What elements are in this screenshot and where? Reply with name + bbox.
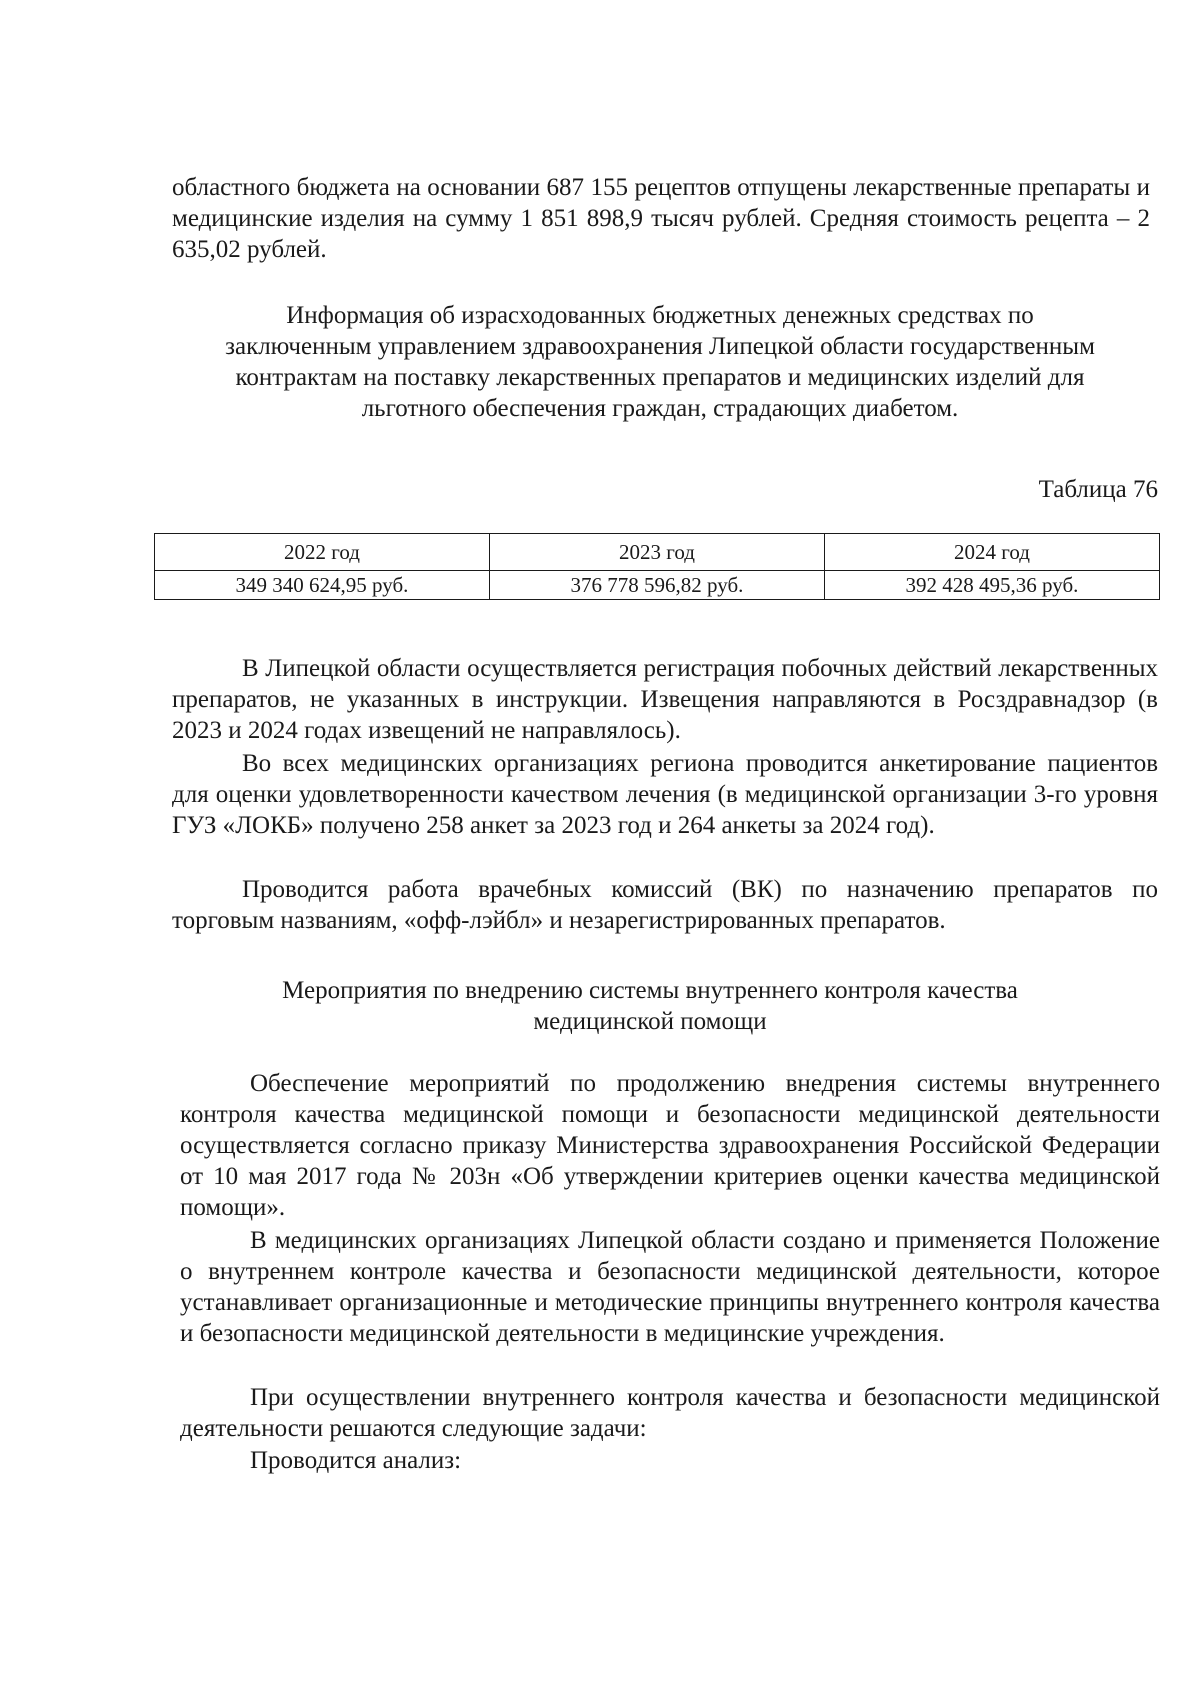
section-paragraph: При осуществлении внутреннего контроля качества и безопасности медицинской деятельности решаются следующие задачи: xyxy=(180,1384,1160,1442)
table-header-cell: 2022 год xyxy=(155,534,490,571)
paragraph: В Липецкой области осуществляется регистрация побочных действий лекарственных препаратов, не указанных в инструкции. Извещения направляются в Росздравнадзор (в 2023 и 2024 годах извещений не направлялось). xyxy=(172,655,1158,744)
section-heading-line: Мероприятия по внедрению системы внутреннего контроля качества xyxy=(282,977,1018,1004)
section-paragraph: Проводится анализ: xyxy=(250,1447,462,1474)
info-heading-line: Информация об израсходованных бюджетных денежных средствах по xyxy=(286,302,1034,329)
paragraph: Во всех медицинских организациях региона проводится анкетирование пациентов для оценки удовлетворенности качеством лечения (в медицинской организации 3-го уровня ГУЗ «ЛОКБ» получено 258 анкет за 2023 год и 264 анкеты за 2024 год). xyxy=(172,750,1158,839)
budget-table xyxy=(154,533,1160,600)
table-header-cell: 2023 год xyxy=(490,534,825,571)
table-header-cell: 2024 год xyxy=(825,534,1160,571)
table-header-row xyxy=(155,534,1160,571)
info-heading-line: льготного обеспечения граждан, страдающих диабетом. xyxy=(361,395,959,422)
section-heading-line: медицинской помощи xyxy=(533,1008,767,1035)
table-row xyxy=(155,571,1160,600)
table-cell: 376 778 596,82 руб. xyxy=(490,571,825,600)
table-cell: 349 340 624,95 руб. xyxy=(155,571,490,600)
intro-paragraph: областного бюджета на основании 687 155 рецептов отпущены лекарственные препараты и медицинские изделия на сумму 1 851 898,9 тысяч рублей. Средняя стоимость рецепта – 2 635,02 рублей. xyxy=(172,174,1150,263)
table-label: Таблица 76 xyxy=(1038,476,1158,503)
info-heading xyxy=(150,300,1170,424)
section-paragraph: В медицинских организациях Липецкой области создано и применяется Положение о внутреннем контроле качества и безопасности медицинской деятельности, которое устанавливает организационные и методические принципы внутреннего контроля качества и безопасности медицинской деятельности в медицинские учреждения. xyxy=(180,1227,1160,1347)
table-cell: 392 428 495,36 руб. xyxy=(825,571,1160,600)
section-heading xyxy=(200,975,1100,1037)
info-heading-line: контрактам на поставку лекарственных препаратов и медицинских изделий для xyxy=(235,364,1085,391)
paragraph: Проводится работа врачебных комиссий (ВК) по назначению препаратов по торговым названиям, «офф-лэйбл» и незарегистрированных препаратов. xyxy=(172,876,1158,934)
info-heading-line: заключенным управлением здравоохранения Липецкой области государственным xyxy=(225,333,1095,360)
section-paragraph: Обеспечение мероприятий по продолжению внедрения системы внутреннего контроля качества медицинской помощи и безопасности медицинской деятельности осуществляется согласно приказу Министерства здравоохранения Российской Федерации от 10 мая 2017 года № 203н «Об утверждении критериев оценки качества медицинской помощи». xyxy=(180,1070,1160,1221)
